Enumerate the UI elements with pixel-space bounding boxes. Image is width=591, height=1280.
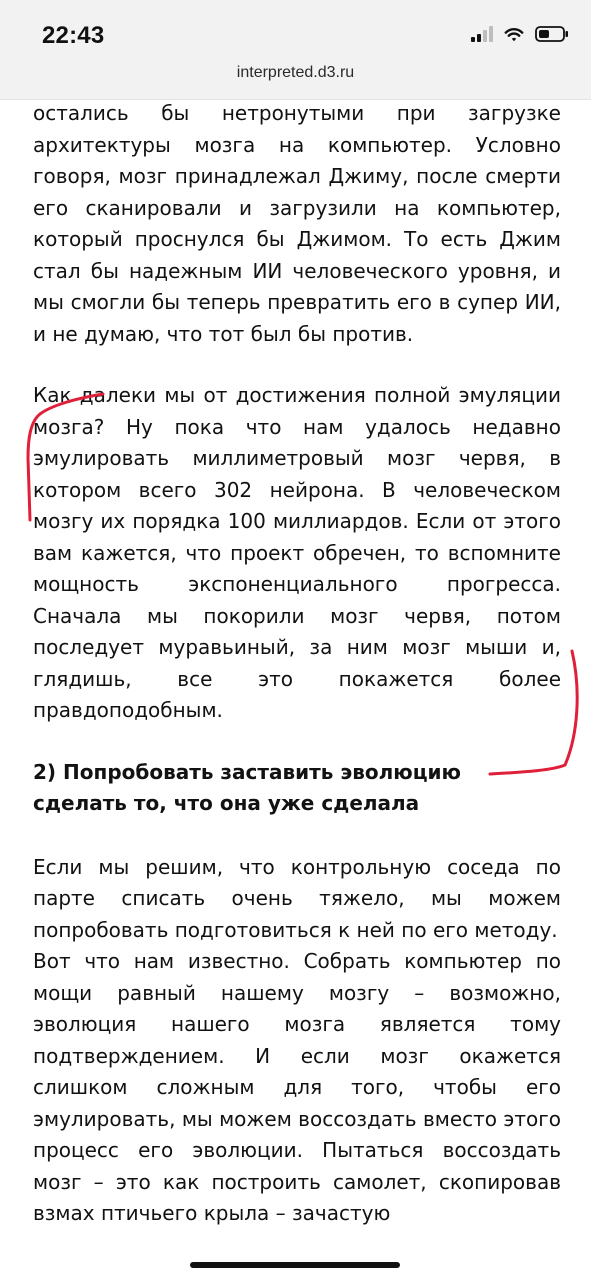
status-icons: [471, 25, 569, 47]
cellular-signal-icon: [471, 26, 493, 46]
home-indicator[interactable]: [190, 1262, 400, 1268]
battery-icon: [535, 26, 569, 46]
section-heading: 2) Попробовать заставить эволюцию сделать то, что она уже сделала: [33, 759, 461, 815]
status-time: 22:43: [42, 22, 105, 49]
article-body: [33, 98, 561, 1230]
article-paragraph-4: Вот что нам известно. Собрать компьютер по мощи равный нашему мозгу – возможно, эволюция нашего мозга является тому подтверждением. И если мозг окажется слишком сложным для того, чтобы его эмулировать, мы можем воссоздать вместо этого процесс его эволюции. Пытаться воссоздать мозг – это как построить самолет, скопировав взмах птичьего крыла – зачастую: [33, 949, 561, 1225]
wifi-icon: [503, 26, 525, 46]
url-label[interactable]: interpreted.d3.ru: [236, 64, 355, 81]
article-paragraph-2: Как далеки мы от достижения полной эмуляции мозга? Ну пока что нам удалось недавно эмулировать миллиметровый мозг червя, в котором всего 302 нейрона. В человеческом мозгу их порядка 100 миллиардов. Если от этого вам кажется, что проект обречен, то вспомните мощность экспоненциального прогресса. Сначала мы покорили мозг червя, потом последует муравьиный, за ним мозг мыши и, глядишь, все это покажется более правдоподобным.: [33, 383, 561, 722]
browser-top-bar: [0, 0, 591, 100]
article-paragraph-1: остались бы нетронутыми при загрузке архитектуры мозга на компьютер. Условно говоря, мозг принадлежал Джиму, после смерти его сканировали и загрузили на компьютер, который проснулся бы Джимом. То есть Джим стал бы надежным ИИ человеческого уровня, и мы смогли бы теперь превратить его в супер ИИ, и не думаю, что тот был бы против.: [33, 101, 561, 346]
article-paragraph-3: Если мы решим, что контрольную соседа по парте списать очень тяжело, мы можем попробовать подготовиться к ней по его методу.: [33, 854, 561, 942]
